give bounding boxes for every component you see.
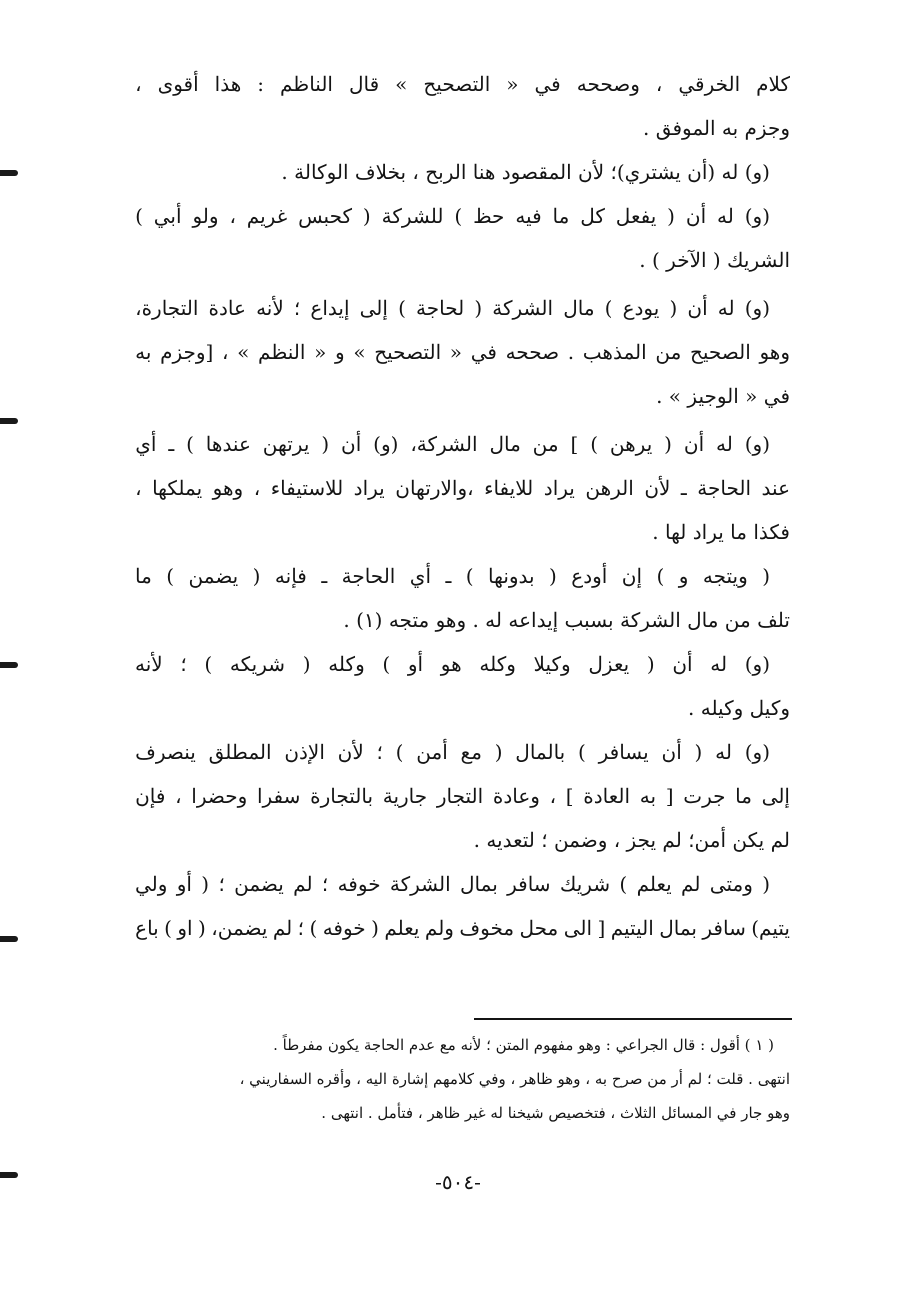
word: التصحيح bbox=[374, 340, 442, 364]
word: صححه bbox=[505, 340, 560, 364]
text-line bbox=[135, 422, 790, 466]
word: الإذن bbox=[284, 740, 325, 764]
word: كل bbox=[580, 204, 605, 228]
word: ـ bbox=[680, 476, 687, 500]
word: قال bbox=[348, 72, 380, 96]
text-line bbox=[135, 466, 790, 510]
word: ( bbox=[667, 204, 675, 228]
word: ) bbox=[578, 740, 586, 764]
word: لم bbox=[293, 872, 313, 896]
word: أي bbox=[135, 432, 157, 456]
word: (و) bbox=[744, 432, 770, 456]
word: التجار bbox=[436, 784, 484, 808]
word: جرت bbox=[683, 784, 726, 808]
word: أو bbox=[176, 872, 192, 896]
word: ( bbox=[669, 296, 678, 320]
word: أودع bbox=[571, 564, 608, 588]
word: له bbox=[715, 740, 732, 764]
word: (و) bbox=[744, 740, 770, 764]
word: ( bbox=[362, 204, 371, 228]
word: له bbox=[717, 296, 735, 320]
word: لأن bbox=[337, 740, 364, 764]
word: غريم bbox=[246, 204, 288, 228]
text-line: وجزم به الموفق . bbox=[643, 116, 790, 140]
word: الناظم bbox=[279, 72, 333, 96]
word: محل bbox=[519, 916, 559, 940]
word: ؛ bbox=[297, 916, 305, 940]
word: الى bbox=[563, 916, 593, 940]
word: و bbox=[678, 564, 689, 588]
word: الشركة bbox=[492, 296, 554, 320]
text-line: (و) له (أن يشتري)؛ لأن المقصود هنا الربح ، بخلاف الوكالة . bbox=[281, 160, 770, 184]
word: له bbox=[710, 652, 728, 676]
text-line: الشريك ( الآخر ) . bbox=[639, 248, 790, 272]
text-line bbox=[135, 862, 790, 906]
text-line: وكيل وكيله . bbox=[688, 696, 790, 720]
word: ) bbox=[604, 296, 613, 320]
word: لأنه bbox=[256, 296, 284, 320]
word: ) bbox=[186, 432, 194, 456]
page-number: -٥٠٤- bbox=[435, 1170, 481, 1194]
word: ، bbox=[222, 340, 229, 364]
word: يودع bbox=[622, 296, 660, 320]
word: ، bbox=[175, 784, 182, 808]
word: للايفاء bbox=[484, 476, 534, 500]
margin-mark bbox=[0, 1172, 18, 1178]
word: ( bbox=[252, 564, 261, 588]
word: يرتهن bbox=[262, 432, 310, 456]
word: ( bbox=[201, 872, 210, 896]
word: مال bbox=[563, 296, 595, 320]
word: ولو bbox=[192, 204, 219, 228]
word: الحاجة bbox=[341, 564, 396, 588]
word: مع bbox=[460, 740, 482, 764]
word: ) bbox=[382, 652, 391, 676]
word: بالتجارة bbox=[310, 784, 374, 808]
word: ، bbox=[253, 476, 261, 500]
word: ( bbox=[302, 652, 311, 676]
word: سافر bbox=[702, 916, 746, 940]
word: أن bbox=[685, 204, 707, 228]
word: للشركة bbox=[381, 204, 444, 228]
word: هذا bbox=[214, 72, 242, 96]
word: يعزل bbox=[588, 652, 630, 676]
word: الحاجة bbox=[697, 476, 752, 500]
word: و bbox=[335, 340, 345, 364]
word: في bbox=[534, 72, 561, 96]
word: سافر bbox=[507, 872, 551, 896]
word: . bbox=[567, 340, 575, 364]
word: » bbox=[353, 340, 366, 364]
word: به bbox=[135, 340, 152, 364]
word: في bbox=[470, 340, 497, 364]
word: يرهن bbox=[609, 432, 653, 456]
word: به bbox=[639, 784, 657, 808]
word: (و) bbox=[744, 652, 770, 676]
word: أو bbox=[407, 652, 424, 676]
word: التصحيح bbox=[423, 72, 491, 96]
word: يضمن bbox=[234, 872, 284, 896]
word: لأن bbox=[644, 476, 671, 500]
text-line: تلف من مال الشركة بسبب إيداعه له . وهو متجه (١) . bbox=[343, 608, 790, 632]
word: كلام bbox=[756, 72, 790, 96]
word: بالمال bbox=[515, 740, 566, 764]
word: ما bbox=[735, 784, 752, 808]
word: ( bbox=[762, 564, 770, 588]
word: فإن bbox=[135, 784, 166, 808]
word: ( bbox=[694, 740, 703, 764]
word: أقوى bbox=[157, 72, 199, 96]
word: ولم bbox=[424, 916, 454, 940]
footnote-rule bbox=[474, 1018, 792, 1020]
word: ؛ bbox=[376, 740, 383, 764]
word: ، bbox=[135, 476, 142, 500]
word: وهو bbox=[759, 340, 790, 364]
word: ( bbox=[646, 652, 655, 676]
text-line bbox=[135, 62, 790, 106]
word: أن bbox=[683, 432, 705, 456]
word: ) bbox=[395, 740, 404, 764]
word: عند bbox=[761, 476, 790, 500]
word: من bbox=[655, 340, 682, 364]
word: ، bbox=[229, 204, 236, 228]
word: ينصرف bbox=[135, 740, 196, 764]
word: وكله bbox=[328, 652, 365, 676]
word: ، bbox=[655, 72, 663, 96]
word: أن bbox=[672, 652, 693, 676]
word: هو bbox=[440, 652, 462, 676]
word: » bbox=[237, 340, 250, 364]
word: ؛ bbox=[321, 872, 329, 896]
word: الشركة، bbox=[410, 432, 478, 456]
word: وحضرا bbox=[191, 784, 248, 808]
text-line bbox=[135, 330, 790, 374]
word: النظم bbox=[258, 340, 306, 364]
word: ) bbox=[204, 652, 213, 676]
word: فإنه bbox=[274, 564, 307, 588]
word: « bbox=[449, 340, 463, 364]
text-line bbox=[135, 730, 790, 774]
word: المطلق bbox=[208, 740, 272, 764]
word: أي bbox=[409, 564, 432, 588]
word: المذهب bbox=[582, 340, 647, 364]
word: يراد bbox=[543, 476, 575, 500]
word: الشركة bbox=[389, 872, 451, 896]
word: ( bbox=[762, 872, 770, 896]
word: ( bbox=[321, 432, 330, 456]
word: ؛ bbox=[293, 296, 301, 320]
word: ] bbox=[565, 784, 574, 808]
footnote-line: وهو جار في المسائل الثلاث ، فتخصيص شيخنا له غير ظاهر ، فتأمل . انتهى . bbox=[321, 1104, 790, 1122]
word: مخوف bbox=[459, 916, 515, 940]
word: ـ bbox=[321, 564, 328, 588]
word: ) bbox=[309, 916, 318, 940]
text-line: في « الوجيز » . bbox=[656, 384, 790, 408]
word: عندها bbox=[205, 432, 251, 456]
word: ، bbox=[549, 784, 557, 808]
word: يعلم bbox=[636, 872, 672, 896]
word: ، bbox=[135, 72, 142, 96]
word: عادة bbox=[208, 296, 246, 320]
word: » bbox=[395, 72, 408, 96]
word: « bbox=[506, 72, 519, 96]
word: وصححه bbox=[576, 72, 640, 96]
word: فيه bbox=[515, 204, 542, 228]
word: يضمن bbox=[188, 564, 239, 588]
word: [وجزم bbox=[160, 340, 214, 364]
word: ) bbox=[454, 204, 463, 228]
word: كحبس bbox=[298, 204, 353, 228]
word: ما bbox=[552, 204, 570, 228]
word: إيداع bbox=[310, 296, 350, 320]
word: ـ bbox=[445, 564, 452, 588]
word: يضمن، bbox=[211, 916, 268, 940]
word: [ bbox=[665, 784, 674, 808]
word: او bbox=[177, 916, 193, 940]
footnote-line: ( ١ ) أقول : قال الجراعي : وهو مفهوم المتن ؛ لأنه مع عدم الحاجة يكون مفرطاً . bbox=[273, 1036, 774, 1054]
word: ( bbox=[474, 296, 483, 320]
word: ) bbox=[135, 204, 143, 228]
word: خوفه bbox=[322, 916, 366, 940]
word: يملكها bbox=[152, 476, 203, 500]
word: وهو bbox=[212, 476, 244, 500]
margin-mark bbox=[0, 170, 18, 176]
word: من bbox=[532, 432, 559, 456]
word: لأنه bbox=[135, 652, 163, 676]
word: التجارة، bbox=[135, 296, 199, 320]
text-line bbox=[135, 774, 790, 818]
text-line bbox=[135, 906, 790, 950]
word: يراد bbox=[353, 476, 385, 500]
word: ،والارتهان bbox=[395, 476, 474, 500]
word: ) bbox=[590, 432, 599, 456]
word: جارية bbox=[382, 784, 428, 808]
word: لم bbox=[681, 872, 701, 896]
word: ] bbox=[570, 432, 579, 456]
word: أمن bbox=[416, 740, 448, 764]
word: ( bbox=[494, 740, 503, 764]
word: لم bbox=[272, 916, 293, 940]
footnotes bbox=[135, 1028, 790, 1130]
word: بمال bbox=[659, 916, 697, 940]
margin-mark bbox=[0, 936, 18, 942]
word: إلى bbox=[761, 784, 790, 808]
word: حظ bbox=[473, 204, 505, 228]
word: أن bbox=[687, 296, 708, 320]
word: ومتى bbox=[709, 872, 753, 896]
word: : bbox=[257, 72, 264, 96]
word: باع bbox=[135, 916, 159, 940]
word: ) bbox=[166, 564, 175, 588]
margin-mark bbox=[0, 418, 18, 424]
word: للاستيفاء bbox=[270, 476, 344, 500]
text-line bbox=[135, 286, 790, 330]
word: ؛ bbox=[218, 872, 225, 896]
word: ما bbox=[135, 564, 152, 588]
word: بمال bbox=[460, 872, 498, 896]
word: [ bbox=[597, 916, 606, 940]
word: (و) bbox=[373, 432, 399, 456]
word: أن bbox=[661, 740, 682, 764]
word: ) bbox=[164, 916, 172, 940]
word: يتيم) bbox=[751, 916, 790, 940]
word: ( bbox=[371, 916, 379, 940]
word: وعادة bbox=[492, 784, 540, 808]
word: الخرقي bbox=[678, 72, 741, 96]
word: وكله bbox=[479, 652, 516, 676]
text-line bbox=[135, 642, 790, 686]
word: سفرا bbox=[256, 784, 301, 808]
word: يفعل bbox=[615, 204, 657, 228]
text-line: فكذا ما يراد لها . bbox=[652, 520, 790, 544]
word: له bbox=[716, 432, 733, 456]
footnote-line: انتهى . قلت ؛ لم أر من صرح به ، وهو ظاهر ، وفي كلامهم إشارة اليه ، وأقره السفاريني ، bbox=[239, 1070, 790, 1088]
word: مال bbox=[489, 432, 521, 456]
word: أبي bbox=[153, 204, 182, 228]
word: ) bbox=[619, 872, 628, 896]
word: ( bbox=[664, 432, 672, 456]
word: ) bbox=[656, 564, 665, 588]
word: لحاجة bbox=[416, 296, 465, 320]
word: العادة bbox=[583, 784, 631, 808]
word: ( bbox=[198, 916, 206, 940]
text-line bbox=[135, 194, 790, 238]
word: ؛ bbox=[180, 652, 187, 676]
word: بدونها bbox=[488, 564, 535, 588]
word: يعلم bbox=[384, 916, 420, 940]
margin-mark bbox=[0, 662, 18, 668]
word: اليتيم bbox=[610, 916, 654, 940]
word: إن bbox=[621, 564, 643, 588]
word: وكيلا bbox=[533, 652, 571, 676]
word: ويتجه bbox=[702, 564, 748, 588]
text-line: لم يكن أمن؛ لم يجز ، وضمن ؛ لتعديه . bbox=[473, 828, 790, 852]
word: خوفه bbox=[337, 872, 381, 896]
word: ( bbox=[549, 564, 557, 588]
word: شريك bbox=[559, 872, 611, 896]
word: له bbox=[717, 204, 734, 228]
word: ) bbox=[465, 564, 474, 588]
word: شريكه bbox=[229, 652, 286, 676]
word: إلى bbox=[359, 296, 388, 320]
page-body bbox=[135, 62, 790, 950]
word: (و) bbox=[744, 204, 770, 228]
text-line bbox=[135, 554, 790, 598]
word: ) bbox=[398, 296, 406, 320]
word: (و) bbox=[744, 296, 770, 320]
word: يسافر bbox=[598, 740, 649, 764]
word: « bbox=[314, 340, 327, 364]
word: ولي bbox=[135, 872, 168, 896]
word: الرهن bbox=[585, 476, 634, 500]
word: أن bbox=[341, 432, 362, 456]
word: ـ bbox=[168, 432, 175, 456]
word: الصحيح bbox=[689, 340, 751, 364]
